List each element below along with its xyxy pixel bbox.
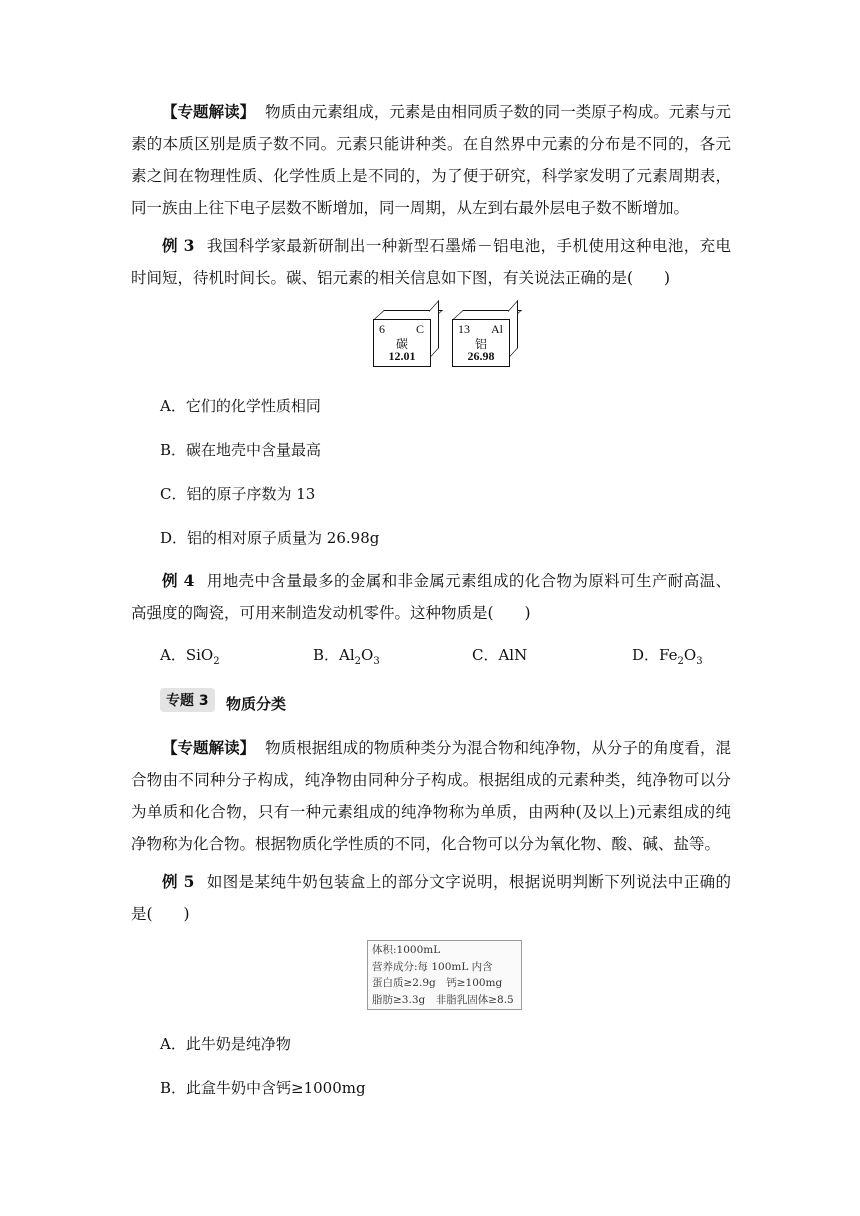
intro-text: 物质根据组成的物质种类分为混合物和纯净物，从分子的角度看，混合物由不同种分子构成，纯净物由同种分子构成。根据组成的元素种类，纯净物可以分为单质和化合物，只有一种元素组成的纯净物称为单质，由两种(及以上)元素组成的纯净物称为化合物。根据物质化学性质的不同，化合物可以分为氧化物、酸、碱、盐等。: [131, 739, 731, 853]
example-label: 例 3: [162, 236, 195, 255]
option-c: C．AlN: [472, 646, 528, 664]
example-label: 例 4: [162, 571, 195, 590]
intro-text: 物质由元素组成，元素是由相同质子数的同一类原子构成。元素与元素的本质区别是质子数不同。元素只能讲种类。在自然界中元素的分布是不同的，各元素之间在物理性质、化学性质上是不同的，为了便于研究，科学家发明了元素周期表，同一族由上往下电子层数不断增加，同一周期，从左到右最外层电子数不断增加。: [131, 103, 731, 217]
milk-label-line: 脂肪≥3.3g 非脂乳固体≥8.5: [372, 993, 514, 1006]
milk-label-line: 体积:1000mL: [372, 944, 441, 956]
aluminum-symbol: Al: [491, 322, 503, 336]
aluminum-mass: 26.98: [467, 349, 495, 363]
option-b: B．此盒牛奶中含钙≥1000mg: [160, 1079, 366, 1097]
option-b: B．$Al_2O_3$: [313, 646, 380, 667]
topic-title: 物质分类: [226, 695, 287, 713]
aluminum-number: 13: [458, 322, 470, 336]
aluminum-name: 铝: [474, 337, 487, 351]
example-text: 我国科学家最新研制出一种新型石墨烯－铝电池，手机使用这种电池，充电时间短，待机时间长。碳、铝元素的相关信息如下图，有关说法正确的是( ): [131, 237, 731, 287]
topic-badge: 专题 3: [160, 688, 215, 712]
milk-label-line: 营养成分:每 100mL 内含: [372, 960, 493, 973]
carbon-name: 碳: [395, 337, 408, 351]
example-4-question: [131, 565, 731, 629]
example-text: 如图是某纯牛奶包装盒上的部分文字说明，根据说明判断下列说法中正确的是( ): [131, 873, 731, 923]
intro-label: 【专题解读】: [162, 738, 256, 757]
option-d: D．铝的相对原子质量为 26.98g: [160, 529, 380, 547]
example-5-question: [131, 866, 731, 930]
example-text: 用地壳中含量最多的金属和非金属元素组成的化合物为原料可生产耐高温、高强度的陶瓷，可用来制造发动机零件。这种物质是( ): [131, 572, 731, 622]
option-b: B．碳在地壳中含量最高: [160, 441, 322, 459]
carbon-number: 6: [379, 322, 385, 336]
example-3-question: [131, 230, 731, 294]
element-tiles-figure: [372, 310, 522, 375]
milk-label-image: [367, 940, 522, 1010]
option-c: C．铝的原子序数为 13: [160, 485, 316, 503]
carbon-tile: [373, 319, 431, 367]
carbon-mass: 12.01: [388, 349, 416, 363]
topic-intro-paragraph: [131, 732, 731, 860]
example-label: 例 5: [162, 872, 195, 891]
intro-label: 【专题解读】: [162, 102, 256, 121]
option-a: A．此牛奶是纯净物: [160, 1035, 291, 1053]
aluminum-tile: [452, 319, 510, 367]
option-a: A．它们的化学性质相同: [160, 397, 321, 415]
milk-label-line: 蛋白质≥2.9g 钙≥100mg: [372, 977, 503, 989]
option-a: A．SiO$_2$: [160, 646, 220, 667]
topic-intro-paragraph: [131, 96, 731, 224]
option-d: D．$Fe_2O_3$: [632, 646, 703, 667]
carbon-symbol: C: [415, 322, 424, 336]
